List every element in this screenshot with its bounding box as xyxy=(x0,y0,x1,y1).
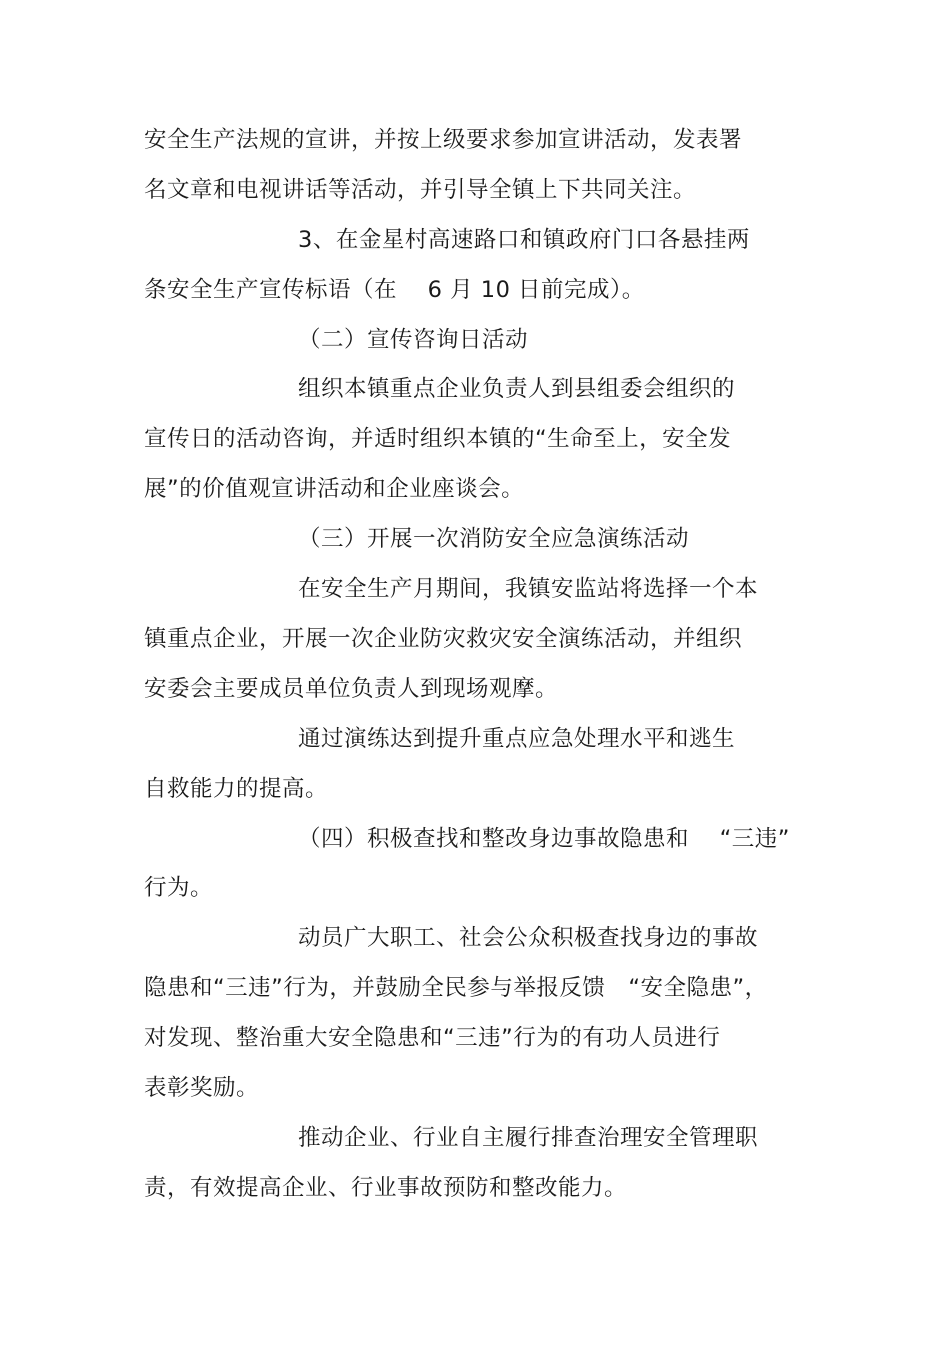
section-heading: （三）开展一次消防安全应急演练活动 xyxy=(298,526,690,552)
text-line: 责，有效提高企业、行业事故预防和整改能力。 xyxy=(144,1175,628,1201)
text-line: 行为。 xyxy=(144,875,214,901)
text-line: 动员广大职工、社会公众积极查找身边的事故 xyxy=(298,925,759,951)
text-line: 宣传日的活动咨询，并适时组织本镇的“生命至上，安全发 xyxy=(144,426,732,452)
section-heading: （四）积极查找和整改身边事故隐患和 “三违” xyxy=(298,826,790,852)
text-line: 表彰奖励。 xyxy=(144,1075,260,1101)
text-line: 组织本镇重点企业负责人到县组委会组织的 xyxy=(298,376,736,402)
text-line: 名文章和电视讲话等活动，并引导全镇上下共同关注。 xyxy=(144,177,697,203)
text-line: 安全生产法规的宣讲，并按上级要求参加宣讲活动，发表署 xyxy=(144,127,743,153)
text-line: 展”的价值观宣讲活动和企业座谈会。 xyxy=(144,476,525,502)
text-line: 通过演练达到提升重点应急处理水平和逃生 xyxy=(298,726,736,752)
text-line: 3、在金星村高速路口和镇政府门口各悬挂两 xyxy=(298,227,750,253)
text-line: 在安全生产月期间，我镇安监站将选择一个本 xyxy=(298,576,759,602)
text-line: 镇重点企业，开展一次企业防灾救灾安全演练活动，并组织 xyxy=(144,626,743,652)
text-line: 对发现、整治重大安全隐患和“三违”行为的有功人员进行 xyxy=(144,1025,721,1051)
text-line: 推动企业、行业自主履行排查治理安全管理职 xyxy=(298,1125,759,1151)
text-line: 安委会主要成员单位负责人到现场观摩。 xyxy=(144,676,559,702)
text-line: 条安全生产宣传标语（在 6 月 10 日前完成）。 xyxy=(144,277,645,303)
text-line: 自救能力的提高。 xyxy=(144,776,329,802)
text-line: 隐患和“三违”行为，并鼓励全民参与举报反馈 “安全隐患”， xyxy=(144,975,768,1001)
section-heading: （二）宣传咨询日活动 xyxy=(298,327,529,353)
